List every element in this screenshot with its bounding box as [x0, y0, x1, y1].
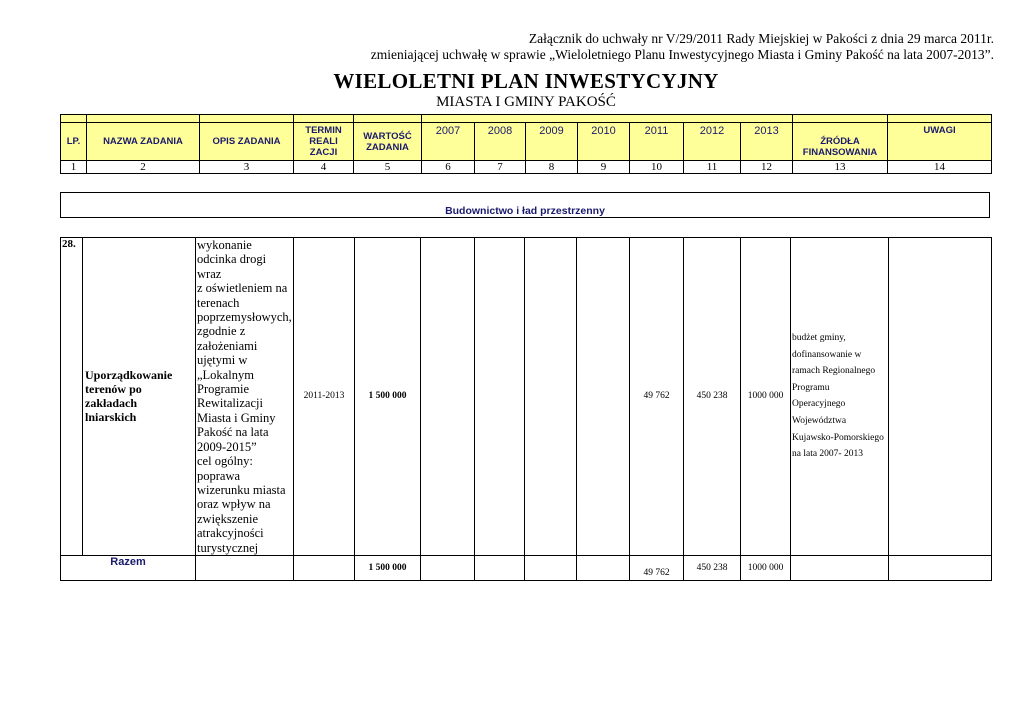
description-line: zwiększenie — [197, 511, 259, 526]
total-row — [61, 555, 992, 580]
total-empty-cell — [577, 555, 630, 580]
total-empty-cell — [196, 555, 294, 580]
col-number: 8 — [526, 161, 578, 174]
source-line: dofinansowanie w — [792, 349, 862, 360]
total-empty-cell — [475, 555, 525, 580]
total-empty-cell — [889, 555, 992, 580]
row-lp: 28. — [61, 238, 83, 556]
description-line: terenach — [197, 295, 240, 310]
section-title: Budownictwo i ład przestrzenny — [445, 205, 605, 217]
description-line: Rewitalizacji — [197, 396, 263, 411]
source-line: Kujawsko-Pomorskiego — [792, 432, 884, 443]
description-line: poprawa — [197, 468, 241, 483]
description-line: wizerunku miasta — [197, 482, 286, 497]
row-year-cell — [475, 238, 525, 556]
col-nazwa-header: NAZWA ZADANIA — [87, 123, 200, 161]
col-zrodla-line-2: FINANSOWANIA — [802, 147, 878, 158]
header-table — [60, 114, 992, 174]
row-year-2012: 450 238 — [684, 238, 741, 556]
col-wartosc-line-1: WARTOŚĆ — [363, 130, 412, 142]
description-line: „Lokalnym — [197, 367, 254, 382]
col-number: 11 — [684, 161, 741, 174]
total-empty-cell — [421, 555, 475, 580]
header-line-1: Załącznik do uchwały nr V/29/2011 Rady Miejskiej w Pakości z dnia 29 marca 2011r. — [528, 31, 994, 46]
total-empty-cell — [525, 555, 577, 580]
row-sources — [791, 238, 889, 556]
col-number: 4 — [294, 161, 354, 174]
description-line: oraz wpływ na — [197, 497, 271, 512]
source-line: na lata 2007- 2013 — [792, 449, 863, 460]
row-termin: 2011-2013 — [294, 238, 355, 556]
row-year-cell — [577, 238, 630, 556]
col-uwagi-header: UWAGI — [888, 123, 992, 161]
col-zrodla-line-1: ŹRÓDŁA — [820, 136, 860, 147]
description-line: zgodnie z — [197, 324, 246, 339]
col-termin-line-3: ZACJI — [309, 147, 338, 158]
description-line: odcinka drogi wraz — [197, 252, 267, 281]
col-number: 9 — [578, 161, 630, 174]
header-spacer-cell — [888, 115, 992, 123]
row-wartosc: 1 500 000 — [355, 238, 421, 556]
row-uwagi — [889, 238, 992, 556]
col-number: 10 — [630, 161, 684, 174]
col-number: 3 — [200, 161, 294, 174]
row-year-cell — [421, 238, 475, 556]
task-name-line: terenów po zakładach — [85, 382, 142, 411]
row-task-name — [83, 238, 196, 556]
total-2011: 49 762 — [630, 555, 684, 580]
header-spacer-cell — [87, 115, 200, 123]
description-line: cel ogólny: — [197, 454, 253, 469]
col-zrodla-header — [793, 123, 888, 161]
description-line: atrakcyjności — [197, 526, 264, 541]
page-subtitle: MIASTA I GMINY PAKOŚĆ — [436, 94, 616, 110]
task-name-line: Uporządkowanie — [85, 368, 173, 383]
col-termin-header — [294, 123, 354, 161]
col-number: 2 — [87, 161, 200, 174]
total-wartosc: 1 500 000 — [355, 555, 421, 580]
description-line: turystycznej — [197, 540, 259, 555]
row-task-description — [196, 238, 294, 556]
col-wartosc-header — [354, 123, 422, 161]
col-number: 6 — [422, 161, 475, 174]
col-number: 13 — [793, 161, 888, 174]
total-label: Razem — [61, 555, 196, 580]
row-year-cell — [525, 238, 577, 556]
source-line: Operacyjnego — [792, 399, 846, 410]
col-wartosc-line-2: ZADANIA — [366, 141, 409, 153]
description-line: Programie — [197, 382, 250, 397]
col-year-header: 2009 — [526, 123, 578, 161]
source-line: budżet gminy, — [792, 333, 846, 344]
col-termin-line-1: TERMIN — [305, 125, 342, 136]
total-empty-cell — [294, 555, 355, 580]
row-year-2013: 1000 000 — [741, 238, 791, 556]
col-lp-header: LP. — [61, 123, 87, 161]
total-2012: 450 238 — [684, 555, 741, 580]
data-table — [60, 237, 992, 581]
source-line: ramach Regionalnego — [792, 366, 876, 377]
col-year-header: 2008 — [475, 123, 526, 161]
header-line-2: zmieniającej uchwałę w sprawie „Wieloletniego Planu Inwestycyjnego Miasta i Gminy Pakość na lata 2007-2013”. — [370, 47, 994, 62]
section-box — [60, 192, 990, 218]
header-spacer-cell — [793, 115, 888, 123]
col-year-header: 2013 — [741, 123, 793, 161]
page-title: WIELOLETNI PLAN INWESTYCYJNY — [333, 69, 719, 93]
description-line: ujętymi w — [197, 353, 248, 368]
col-number: 12 — [741, 161, 793, 174]
description-line: Miasta i Gminy — [197, 410, 276, 425]
row-year-2011: 49 762 — [630, 238, 684, 556]
col-year-header: 2010 — [578, 123, 630, 161]
total-2013: 1000 000 — [741, 555, 791, 580]
source-line: Programu — [792, 382, 830, 393]
description-line: wykonanie — [197, 238, 252, 252]
table-row — [61, 238, 992, 556]
header-spacer-cell — [200, 115, 294, 123]
col-year-header: 2007 — [422, 123, 475, 161]
total-empty-cell — [791, 555, 889, 580]
header-spacer-cell — [354, 115, 422, 123]
description-line: z oświetleniem na — [197, 281, 288, 296]
col-termin-line-2: REALI — [309, 136, 338, 147]
description-line: 2009-2015” — [197, 439, 257, 454]
col-number: 14 — [888, 161, 992, 174]
col-opis-header: OPIS ZADANIA — [200, 123, 294, 161]
col-number: 5 — [354, 161, 422, 174]
source-line: Województwa — [792, 416, 847, 427]
description-line: założeniami — [197, 338, 258, 353]
task-name-line: lniarskich — [85, 410, 137, 425]
description-line: Pakość na lata — [197, 425, 269, 440]
col-year-header: 2012 — [684, 123, 741, 161]
col-number: 1 — [61, 161, 87, 174]
description-line: poprzemysłowych, — [197, 310, 292, 325]
header-spacer-cell — [422, 115, 793, 123]
header-spacer-cell — [61, 115, 87, 123]
col-year-header: 2011 — [630, 123, 684, 161]
col-number: 7 — [475, 161, 526, 174]
header-spacer-cell — [294, 115, 354, 123]
